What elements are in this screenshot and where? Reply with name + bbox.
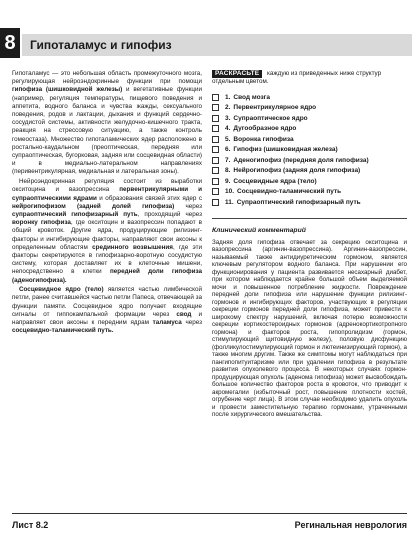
checkbox[interactable] bbox=[212, 136, 219, 143]
page-footer bbox=[12, 513, 407, 537]
bold-term: супраоптический гипофизарный путь bbox=[12, 210, 138, 218]
paragraph-2 bbox=[12, 178, 202, 285]
instruction-text: каждую из приведенных ниже структур отдельным цветом. bbox=[212, 70, 382, 85]
checklist-item[interactable] bbox=[212, 187, 407, 198]
text-run: Нейроэндокринная регуляция состоит из выработки окситоцина и вазопрессина bbox=[12, 178, 202, 194]
text-run: , где окситоцин и вазопрессин попадают в общий кровоток. Другие ядра, продуцирующие рилизинг-факторы и ингибирующие факторы, направляют свои аксоны к определенным областям bbox=[12, 219, 202, 251]
item-number: 5. bbox=[225, 135, 231, 143]
chapter-title: Гипоталамус и гипофиз bbox=[22, 34, 412, 56]
checkbox[interactable] bbox=[212, 178, 219, 185]
item-number: 7. bbox=[225, 156, 231, 164]
checklist-item[interactable] bbox=[212, 176, 407, 187]
text-run: является частью лимбической петли, ранее считавшейся частью петли Папеса, отвечающей за функции памяти. Сосцевидное ядро получает входящие сигналы от гиппокампальной формации через bbox=[12, 286, 202, 318]
text-run: через bbox=[174, 202, 202, 210]
checkbox[interactable] bbox=[212, 115, 219, 122]
bold-term: первентрикулярными и супраоптическими ядрами bbox=[12, 186, 202, 202]
item-label: Гипофиз (шишковидная железа) bbox=[233, 146, 338, 154]
item-label: Аденогипофиз (передняя доля гипофиза) bbox=[233, 156, 369, 164]
section-name: Регинальная неврология bbox=[294, 520, 407, 530]
checklist-item[interactable] bbox=[212, 124, 407, 135]
item-label: Сосцевидно-таламический путь bbox=[237, 188, 342, 196]
item-number: 11. bbox=[225, 198, 234, 206]
item-label: Сосцевидные ядра (тело) bbox=[233, 177, 317, 185]
item-label: Супраоптический гипофизарный путь bbox=[236, 198, 361, 206]
paragraph-3 bbox=[12, 286, 202, 335]
structure-checklist bbox=[212, 92, 407, 208]
checkbox[interactable] bbox=[212, 199, 219, 206]
bold-term: Сосцевидное ядро (тело) bbox=[19, 286, 104, 294]
checkbox[interactable] bbox=[212, 167, 219, 174]
checkbox[interactable] bbox=[212, 146, 219, 153]
item-number: 4. bbox=[225, 125, 231, 133]
bold-term: таламуса bbox=[152, 319, 182, 327]
page-header bbox=[0, 0, 417, 60]
text-run: Гипоталамус — это небольшая область промежуточного мозга, регулирующая нейроэндокринные функции при помощи bbox=[12, 70, 202, 86]
instruction-label: РАСКРАСЬТЕ bbox=[212, 70, 262, 78]
checkbox[interactable] bbox=[212, 104, 219, 111]
checklist-item[interactable] bbox=[212, 197, 407, 208]
item-label: Дугообразное ядро bbox=[233, 125, 297, 133]
text-run: и образования связей этих ядер с bbox=[96, 194, 203, 202]
item-number: 1. bbox=[225, 93, 231, 101]
text-run: через bbox=[181, 319, 202, 327]
bold-term: сосцевидно-таламический путь. bbox=[12, 327, 114, 335]
checkbox[interactable] bbox=[212, 157, 219, 164]
clinical-paragraph: Задняя доля гипофиза отвечает за секрецию окситоцина и вазопрессина (аргинин-вазопрессина). Аргинин-вазопрессин, называемый также антидиуретическим гормоном, является ключевым регулятором водного баланса. При нарушении его функционирования у пациента развивается несахарный диабет, при котором наблюдается крайне большой объем выделяемой мочи и повышенное потребление жидкости. Повреждение передней доли гипофиза или нарушение функции рилизинг-гормонов и ингибирующих факторов, участвующих в регуляции секреции гормонов передней доли гипофиза, может привести к широкому спектру нарушений, включая потерю возможности секреции кортикостероидных гормонов (адренокортикотропного гормона) и факторов роста, гипопролидизм (гормон, стимулирующий щитовидную железу), половую дисфункцию (фолликулостимулирующий гормон и лютеинизирующий гормон), а также многим другим. Также же симптомы могут наблюдаться при пангипопитуитаризме или при удалении гипофиза в результате развития опухолевого процесса. В некоторых случаях гормон-продуцирующая опухоль (аденома гипофиза) может высвобождать большое количество факторов роста в кровоток, что приводит к акромегалии (избыточный рост, повышение плотности костей, огрубение черт лица). В этом случае необходимо удалить опухоль и провести заместительную терапию гормонами, утраченными после хирургического вмешательства. bbox=[212, 238, 407, 418]
text-run: и вегетативные функции (например, регуляция температуры, пищевого поведения и аппетита, водного баланса и чувства жажды, сексуального поведения, родов и лактации, дыхания и функций сердечно-сосудистой системы, активности желудочно-кишечного тракта, реакция на стрессовую ситуацию, а также контроль гомеостаза). Множество гипоталамических ядер расположено в ростально-каудальном (преоптическая, передняя или супраоптическая, бугорковая, задняя или сосцевидная области) и в медиально-латеральном направлениях (перивентрикулярная, медиальная и латеральная зоны). bbox=[12, 86, 202, 176]
bold-term: свод bbox=[176, 310, 192, 318]
bold-term: гипофиза (шишковидной железы) bbox=[12, 86, 123, 94]
footer-divider bbox=[12, 513, 407, 514]
body-text-column bbox=[12, 70, 202, 337]
item-number: 10. bbox=[225, 188, 235, 196]
sidebar-column bbox=[212, 70, 407, 419]
item-label: Супраоптическое ядро bbox=[233, 114, 308, 122]
bold-term: нейрогипофизом (задней долей гипофиза) bbox=[12, 202, 175, 210]
checkbox[interactable] bbox=[212, 188, 219, 195]
bold-term: срединного возвышения bbox=[92, 243, 173, 251]
item-number: 2. bbox=[225, 104, 231, 112]
checklist-item[interactable] bbox=[212, 113, 407, 124]
paragraph-1 bbox=[12, 70, 202, 177]
bold-term: передней доли гипофиза (аденогипофиза). bbox=[12, 268, 202, 284]
checklist-item[interactable] bbox=[212, 134, 407, 145]
clinical-comment-heading: Клинический комментарий bbox=[212, 218, 407, 234]
item-number: 8. bbox=[225, 167, 231, 175]
checklist-item[interactable] bbox=[212, 155, 407, 166]
text-run: , где эти факторы секретируются в гипофизарно-воротную сосудистую систему, которая доставляет их в клеточные мишени, непосредственно в клетки bbox=[12, 243, 202, 276]
item-number: 6. bbox=[225, 146, 231, 154]
sheet-number: Лист 8.2 bbox=[12, 520, 49, 530]
item-label: Нейрогипофиз (задняя доля гипофиза) bbox=[233, 167, 361, 175]
text-run: и направляет свои аксоны к передним ядрам bbox=[12, 310, 202, 327]
item-number: 9. bbox=[225, 177, 231, 185]
coloring-instruction bbox=[212, 70, 407, 86]
checklist-item[interactable] bbox=[212, 92, 407, 103]
checkbox[interactable] bbox=[212, 94, 219, 101]
item-label: Первентрикулярное ядро bbox=[233, 104, 317, 112]
text-run: , проходящий через bbox=[137, 210, 202, 218]
item-number: 3. bbox=[225, 114, 231, 122]
chapter-number: 8 bbox=[0, 28, 20, 58]
checklist-item[interactable] bbox=[212, 145, 407, 156]
item-label: Воронка гипофиза bbox=[233, 135, 294, 143]
checklist-item[interactable] bbox=[212, 166, 407, 177]
item-label: Свод мозга bbox=[233, 93, 271, 101]
clinical-comment-text bbox=[212, 239, 407, 419]
checkbox[interactable] bbox=[212, 125, 219, 132]
bold-term: воронку гипофиза bbox=[12, 219, 71, 227]
checklist-item[interactable] bbox=[212, 103, 407, 114]
